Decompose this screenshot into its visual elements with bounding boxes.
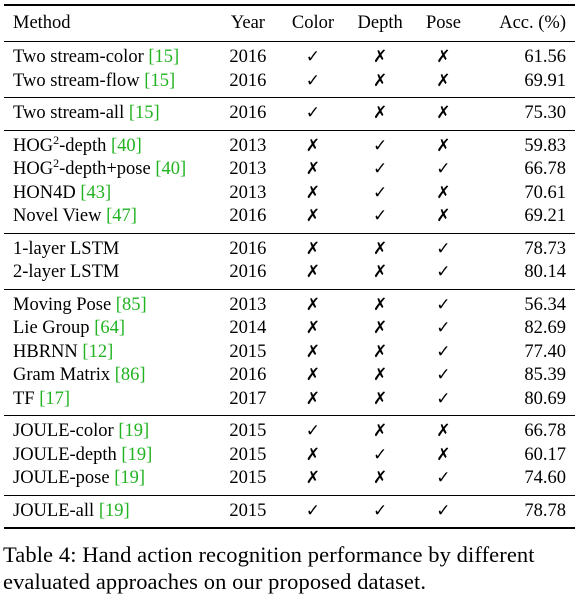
cell-method: [4, 42, 215, 70]
ref-bracket-open: [: [39, 388, 46, 409]
check-mark-icon: ✓: [373, 500, 388, 521]
cell-depth: [345, 130, 416, 158]
ref-bracket-close: ]: [140, 294, 147, 315]
table-row: [4, 70, 575, 98]
table-row: [4, 317, 575, 341]
check-mark-icon: ✓: [373, 182, 388, 203]
ref-bracket-close: ]: [130, 206, 137, 226]
cell-method: [4, 467, 215, 495]
cross-mark-icon: ✗: [436, 47, 451, 67]
cross-mark-icon: ✗: [373, 388, 388, 409]
method-name: JOULE-pose: [13, 468, 115, 488]
ref-bracket-close: ]: [123, 500, 130, 521]
method-name: HOG: [13, 159, 54, 179]
citation-link[interactable]: 19: [104, 500, 124, 521]
cell-pose: [416, 495, 472, 528]
check-mark-icon: ✓: [436, 341, 451, 362]
ref-bracket-close: ]: [153, 103, 160, 123]
cross-mark-icon: ✗: [373, 294, 388, 315]
ref-bracket-close: ]: [146, 444, 153, 465]
ref-bracket-close: ]: [107, 341, 114, 362]
check-mark-icon: ✓: [436, 238, 451, 259]
table-row: [4, 444, 575, 468]
citation-link[interactable]: 85: [121, 294, 141, 315]
header-year: Year: [230, 13, 265, 33]
citation-link[interactable]: 19: [120, 468, 139, 488]
citation-link[interactable]: 12: [88, 341, 108, 362]
citation-link[interactable]: 40: [117, 135, 136, 156]
cell-pose: [416, 341, 472, 365]
cross-mark-icon: ✗: [373, 318, 388, 338]
ref-bracket-close: ]: [138, 468, 146, 488]
cell-depth: [345, 495, 416, 528]
ref-bracket-open: [: [98, 500, 105, 521]
ref-bracket-close: ]: [105, 182, 112, 203]
table-row: [4, 341, 575, 365]
table-caption: Table 4: Hand action recognition performance by different evaluated approaches on our proposed dataset.: [3, 542, 535, 594]
cell-accuracy: 82.69: [524, 318, 566, 338]
cell-color: [281, 42, 344, 70]
check-mark-icon: ✓: [373, 135, 388, 156]
cell-year: 2015: [229, 500, 267, 521]
cross-mark-icon: ✗: [305, 262, 321, 282]
cell-color: [281, 130, 344, 158]
ref-bracket-close: ]: [139, 365, 146, 385]
cell-year: 2015: [229, 341, 267, 362]
cell-year: 2016: [229, 206, 267, 226]
cell-pose: [416, 444, 472, 468]
check-mark-icon: ✓: [436, 262, 451, 282]
ref-bracket-open: [: [148, 47, 155, 67]
cell-pose: [416, 70, 472, 98]
cell-pose: [416, 416, 472, 444]
cell-color: [281, 98, 344, 131]
table-row: [4, 205, 575, 233]
table-group: [4, 495, 575, 528]
cell-method: [4, 182, 215, 206]
cell-pose: [416, 98, 472, 131]
cell-depth: [345, 98, 416, 131]
citation-link[interactable]: 19: [124, 421, 143, 441]
table-row: [4, 130, 575, 158]
cell-method: [4, 70, 215, 98]
check-mark-icon: ✓: [305, 103, 321, 123]
method-superscript: 2: [53, 155, 60, 170]
ref-bracket-open: [: [94, 318, 101, 338]
header-pose: Pose: [425, 13, 461, 33]
citation-link[interactable]: 86: [120, 365, 140, 385]
ref-bracket-close: ]: [135, 135, 142, 156]
cell-method: [4, 155, 215, 182]
header-depth: Depth: [357, 13, 403, 33]
cell-method: [4, 98, 215, 131]
check-mark-icon: ✓: [436, 294, 451, 315]
cell-depth: [345, 317, 416, 341]
cross-mark-icon: ✗: [373, 468, 388, 488]
citation-link[interactable]: 15: [135, 103, 154, 123]
table-row: [4, 364, 575, 388]
cell-color: [281, 158, 344, 182]
cell-year: 2016: [229, 70, 267, 91]
cross-mark-icon: ✗: [436, 103, 451, 123]
citation-link[interactable]: 47: [112, 206, 131, 226]
cell-color: [281, 289, 344, 317]
cell-accuracy: 60.17: [524, 444, 566, 465]
table-row: [4, 289, 575, 317]
cell-accuracy: 78.78: [524, 500, 566, 521]
ref-bracket-open: [: [114, 468, 121, 488]
cross-mark-icon: ✗: [305, 182, 321, 203]
cell-method: [4, 289, 215, 317]
cross-mark-icon: ✗: [305, 294, 321, 315]
ref-bracket-open: [: [80, 182, 87, 203]
cell-year: 2013: [229, 182, 267, 203]
cell-color: [281, 388, 344, 416]
table-group: [4, 233, 575, 289]
ref-bracket-open: [: [118, 421, 125, 441]
table-row: [4, 495, 575, 528]
check-mark-icon: ✓: [373, 206, 388, 226]
cross-mark-icon: ✗: [305, 238, 321, 259]
cross-mark-icon: ✗: [305, 135, 321, 156]
check-mark-icon: ✓: [436, 318, 451, 338]
cross-mark-icon: ✗: [436, 182, 451, 203]
cross-mark-icon: ✗: [305, 206, 321, 226]
table-row: [4, 98, 575, 131]
cell-depth: [345, 341, 416, 365]
cross-mark-icon: ✗: [373, 421, 388, 441]
cell-year: 2015: [229, 421, 267, 441]
cell-method: [4, 205, 215, 233]
ref-bracket-open: [: [128, 103, 136, 123]
method-name: HON4D: [13, 182, 81, 203]
cell-depth: [345, 42, 416, 70]
table-row: [4, 182, 575, 206]
cell-depth: [345, 70, 416, 98]
cell-color: [281, 364, 344, 388]
cell-pose: [416, 467, 472, 495]
cell-color: [281, 182, 344, 206]
method-name: TF: [13, 388, 40, 409]
check-mark-icon: ✓: [305, 500, 321, 521]
citation-link[interactable]: 15: [150, 70, 169, 91]
cell-pose: [416, 261, 472, 289]
cell-accuracy: 66.78: [524, 421, 566, 441]
table-row: [4, 467, 575, 495]
cross-mark-icon: ✗: [305, 341, 321, 362]
ref-bracket-open: [: [110, 135, 118, 156]
cross-mark-icon: ✗: [436, 135, 451, 156]
cell-pose: [416, 205, 472, 233]
cell-method: [4, 317, 215, 341]
method-name: Two stream-all: [13, 103, 129, 123]
method-name: HBRNN: [13, 341, 83, 362]
cell-depth: [345, 158, 416, 182]
cell-method: [4, 341, 215, 365]
cell-color: [281, 341, 344, 365]
cell-depth: [345, 182, 416, 206]
table-row: [4, 261, 575, 289]
cross-mark-icon: ✗: [436, 421, 451, 441]
cell-year: 2015: [229, 468, 267, 488]
header-color: Color: [291, 13, 334, 33]
cell-accuracy: 75.30: [524, 103, 566, 123]
cell-pose: [416, 388, 472, 416]
ref-bracket-close: ]: [63, 388, 71, 409]
table-row: [4, 416, 575, 444]
ref-bracket-open: [: [114, 365, 121, 385]
cell-accuracy: 69.91: [524, 70, 566, 91]
ref-bracket-open: [: [82, 341, 89, 362]
cross-mark-icon: ✗: [305, 468, 321, 488]
table-row: [4, 388, 575, 416]
method-name: Moving Pose: [13, 294, 116, 315]
cross-mark-icon: ✗: [436, 70, 451, 91]
cell-color: [281, 261, 344, 289]
check-mark-icon: ✓: [305, 421, 321, 441]
method-name-tail: -depth: [59, 135, 111, 156]
cell-color: [281, 205, 344, 233]
cell-color: [281, 70, 344, 98]
cell-pose: [416, 317, 472, 341]
cross-mark-icon: ✗: [373, 70, 388, 91]
cell-accuracy: 77.40: [524, 341, 566, 362]
cell-method: [4, 416, 215, 444]
check-mark-icon: ✓: [436, 500, 451, 521]
cell-accuracy: 70.61: [524, 182, 566, 203]
cell-method: [4, 364, 215, 388]
ref-bracket-open: [: [121, 444, 128, 465]
cell-year: 2016: [229, 47, 267, 67]
citation-link[interactable]: 43: [86, 182, 105, 203]
cell-year: 2016: [229, 103, 267, 123]
ref-bracket-open: [: [115, 294, 122, 315]
cross-mark-icon: ✗: [305, 444, 321, 465]
cell-depth: [345, 416, 416, 444]
check-mark-icon: ✓: [305, 70, 321, 91]
cell-method: [4, 130, 215, 158]
citation-link[interactable]: 17: [45, 388, 64, 409]
cell-color: [281, 444, 344, 468]
cell-year: 2017: [229, 388, 267, 409]
method-name: HOG: [13, 135, 54, 156]
cell-accuracy: 78.73: [524, 238, 566, 259]
method-name: JOULE-depth: [13, 444, 122, 465]
cell-depth: [345, 467, 416, 495]
cell-pose: [416, 158, 472, 182]
method-superscript: 2: [53, 132, 60, 147]
cell-accuracy: 69.21: [524, 206, 566, 226]
cell-method: [4, 388, 215, 416]
table-group: [4, 130, 575, 233]
check-mark-icon: ✓: [373, 444, 388, 465]
cross-mark-icon: ✗: [373, 262, 388, 282]
cell-depth: [345, 289, 416, 317]
cell-depth: [345, 205, 416, 233]
cell-accuracy: 85.39: [524, 365, 566, 385]
table-row: [4, 158, 575, 182]
cell-year: 2013: [229, 294, 267, 315]
citation-link[interactable]: 40: [161, 159, 180, 179]
method-name-tail: -depth+pose: [59, 159, 156, 179]
method-name: JOULE-all: [13, 500, 99, 521]
citation-link[interactable]: 19: [127, 444, 147, 465]
check-mark-icon: ✓: [305, 47, 321, 67]
ref-bracket-close: ]: [173, 47, 180, 67]
method-name: Gram Matrix: [13, 365, 115, 385]
results-table: [4, 4, 575, 529]
table-group: [4, 289, 575, 416]
table-group: [4, 416, 575, 496]
method-name: 2-layer LSTM: [13, 262, 120, 282]
cell-color: [281, 317, 344, 341]
ref-bracket-close: ]: [143, 421, 150, 441]
check-mark-icon: ✓: [436, 159, 451, 179]
cell-accuracy: 80.14: [524, 262, 566, 282]
cross-mark-icon: ✗: [373, 341, 388, 362]
cell-accuracy: 66.78: [524, 159, 566, 179]
cell-method: [4, 261, 215, 289]
cell-year: 2014: [229, 318, 267, 338]
cross-mark-icon: ✗: [436, 444, 451, 465]
header-accuracy: Acc. (%): [499, 13, 566, 33]
cell-year: 2015: [229, 444, 267, 465]
check-mark-icon: ✓: [436, 365, 451, 385]
table-group: [4, 42, 575, 98]
method-name: Lie Group: [13, 318, 95, 338]
cross-mark-icon: ✗: [373, 103, 388, 123]
cell-method: [4, 495, 215, 528]
cell-accuracy: 59.83: [524, 135, 566, 156]
ref-bracket-close: ]: [180, 159, 187, 179]
ref-bracket-open: [: [106, 206, 113, 226]
check-mark-icon: ✓: [373, 159, 388, 179]
cross-mark-icon: ✗: [436, 206, 451, 226]
cell-pose: [416, 182, 472, 206]
cell-pose: [416, 289, 472, 317]
citation-link[interactable]: 64: [100, 318, 119, 338]
cell-color: [281, 416, 344, 444]
cell-method: [4, 444, 215, 468]
cell-pose: [416, 130, 472, 158]
check-mark-icon: ✓: [436, 388, 451, 409]
method-name: Two stream-flow: [13, 70, 145, 91]
cell-accuracy: 74.60: [524, 468, 566, 488]
table-row: [4, 42, 575, 70]
method-name: Two stream-color: [13, 47, 149, 67]
cell-depth: [345, 444, 416, 468]
table-header: [4, 5, 575, 42]
cell-depth: [345, 364, 416, 388]
table-row: [4, 233, 575, 261]
cell-color: [281, 467, 344, 495]
cell-year: 2016: [229, 365, 267, 385]
method-name: 1-layer LSTM: [13, 238, 120, 259]
cell-year: 2016: [229, 262, 267, 282]
cell-depth: [345, 388, 416, 416]
cell-year: 2013: [229, 159, 267, 179]
ref-bracket-close: ]: [118, 318, 126, 338]
cell-accuracy: 61.56: [524, 47, 566, 67]
cell-pose: [416, 364, 472, 388]
citation-link[interactable]: 15: [154, 47, 174, 67]
table-group: [4, 98, 575, 131]
cross-mark-icon: ✗: [373, 238, 388, 259]
cell-depth: [345, 261, 416, 289]
cross-mark-icon: ✗: [373, 365, 388, 385]
header-row: [4, 5, 575, 42]
ref-bracket-open: [: [155, 159, 162, 179]
cell-pose: [416, 42, 472, 70]
cell-year: 2016: [229, 238, 267, 259]
cell-pose: [416, 233, 472, 261]
header-method: Method: [13, 13, 71, 33]
method-name: JOULE-color: [13, 421, 119, 441]
cross-mark-icon: ✗: [305, 365, 321, 385]
cross-mark-icon: ✗: [305, 159, 321, 179]
cell-accuracy: 80.69: [524, 388, 566, 409]
method-name: Novel View: [13, 206, 107, 226]
cross-mark-icon: ✗: [373, 47, 388, 67]
check-mark-icon: ✓: [436, 468, 451, 488]
cell-method: [4, 233, 215, 261]
ref-bracket-open: [: [144, 70, 151, 91]
cell-depth: [345, 233, 416, 261]
cell-color: [281, 495, 344, 528]
cell-year: 2013: [229, 135, 267, 156]
cross-mark-icon: ✗: [305, 318, 321, 338]
cell-color: [281, 233, 344, 261]
cell-accuracy: 56.34: [524, 294, 566, 315]
ref-bracket-close: ]: [168, 70, 176, 91]
cross-mark-icon: ✗: [305, 388, 321, 409]
